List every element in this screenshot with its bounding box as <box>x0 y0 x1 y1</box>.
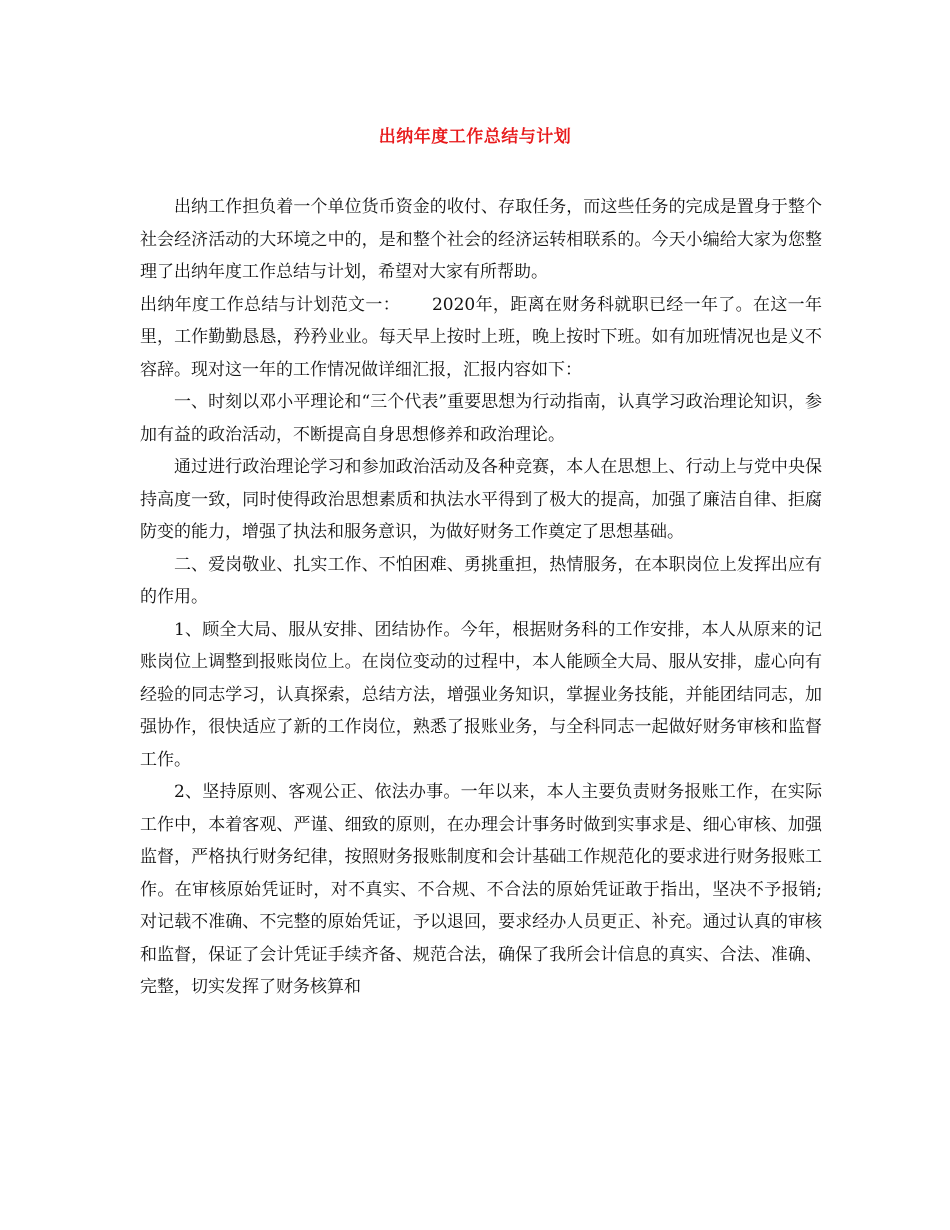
document-title: 出纳年度工作总结与计划 <box>378 127 572 147</box>
paragraph-section-one: 一、时刻以邓小平理论和“三个代表”重要思想为行动指南，认真学习政治理论知识，参加有益的政治活动，不断提高自身思想修养和政治理论。 <box>140 392 822 445</box>
document-body <box>140 191 822 1004</box>
paragraph-section-two: 二、爱岗敬业、扎实工作、不怕困难、勇挑重担，热情服务，在本职岗位上发挥出应有的作用。 <box>140 554 822 607</box>
paragraph-intro: 出纳工作担负着一个单位货币资金的收付、存取任务，而这些任务的完成是置身于整个社会经济活动的大环境之中的，是和整个社会的经济运转相联系的。今天小编给大家为您整理了出纳年度工作总结与计划，希望对大家有所帮助。 <box>140 197 822 282</box>
paragraph-sample-one: 出纳年度工作总结与计划范文一： 2020年，距离在财务科就职已经一年了。在这一年里，工作勤勤恳恳，矜矜业业。每天早上按时上班，晚上按时下班。如有加班情况也是义不容辞。现对这一年的工作情况做详细汇报，汇报内容如下： <box>140 294 822 380</box>
paragraph-item-one: 1、顾全大局、服从安排、团结协作。今年，根据财务科的工作安排，本人从原来的记账岗位上调整到报账岗位上。在岗位变动的过程中，本人能顾全大局、服从安排，虚心向有经验的同志学习，认真探索，总结方法，增强业务知识，掌握业务技能，并能团结同志，加强协作，很快适应了新的工作岗位，熟悉了报账业务，与全科同志一起做好财务审核和监督工作。 <box>140 619 822 770</box>
paragraph-item-two: 2、坚持原则、客观公正、依法办事。一年以来，本人主要负责财务报账工作，在实际工作中，本着客观、严谨、细致的原则，在办理会计事务时做到实事求是、细心审核、加强监督，严格执行财务纪律，按照财务报账制度和会计基础工作规范化的要求进行财务报账工作。在审核原始凭证时，对不真实、不合规、不合法的原始凭证敢于指出，坚决不予报销;对记载不准确、不完整的原始凭证，予以退回，要求经办人员更正、补充。通过认真的审核和监督，保证了会计凭证手续齐备、规范合法，确保了我所会计信息的真实、合法、准确、完整，切实发挥了财务核算和 <box>140 782 822 997</box>
paragraph-political-study: 通过进行政治理论学习和参加政治活动及各种竞赛，本人在思想上、行动上与党中央保持高度一致，同时使得政治思想素质和执法水平得到了极大的提高，加强了廉洁自律、拒腐防变的能力，增强了执法和服务意识，为做好财务工作奠定了思想基础。 <box>140 457 822 542</box>
